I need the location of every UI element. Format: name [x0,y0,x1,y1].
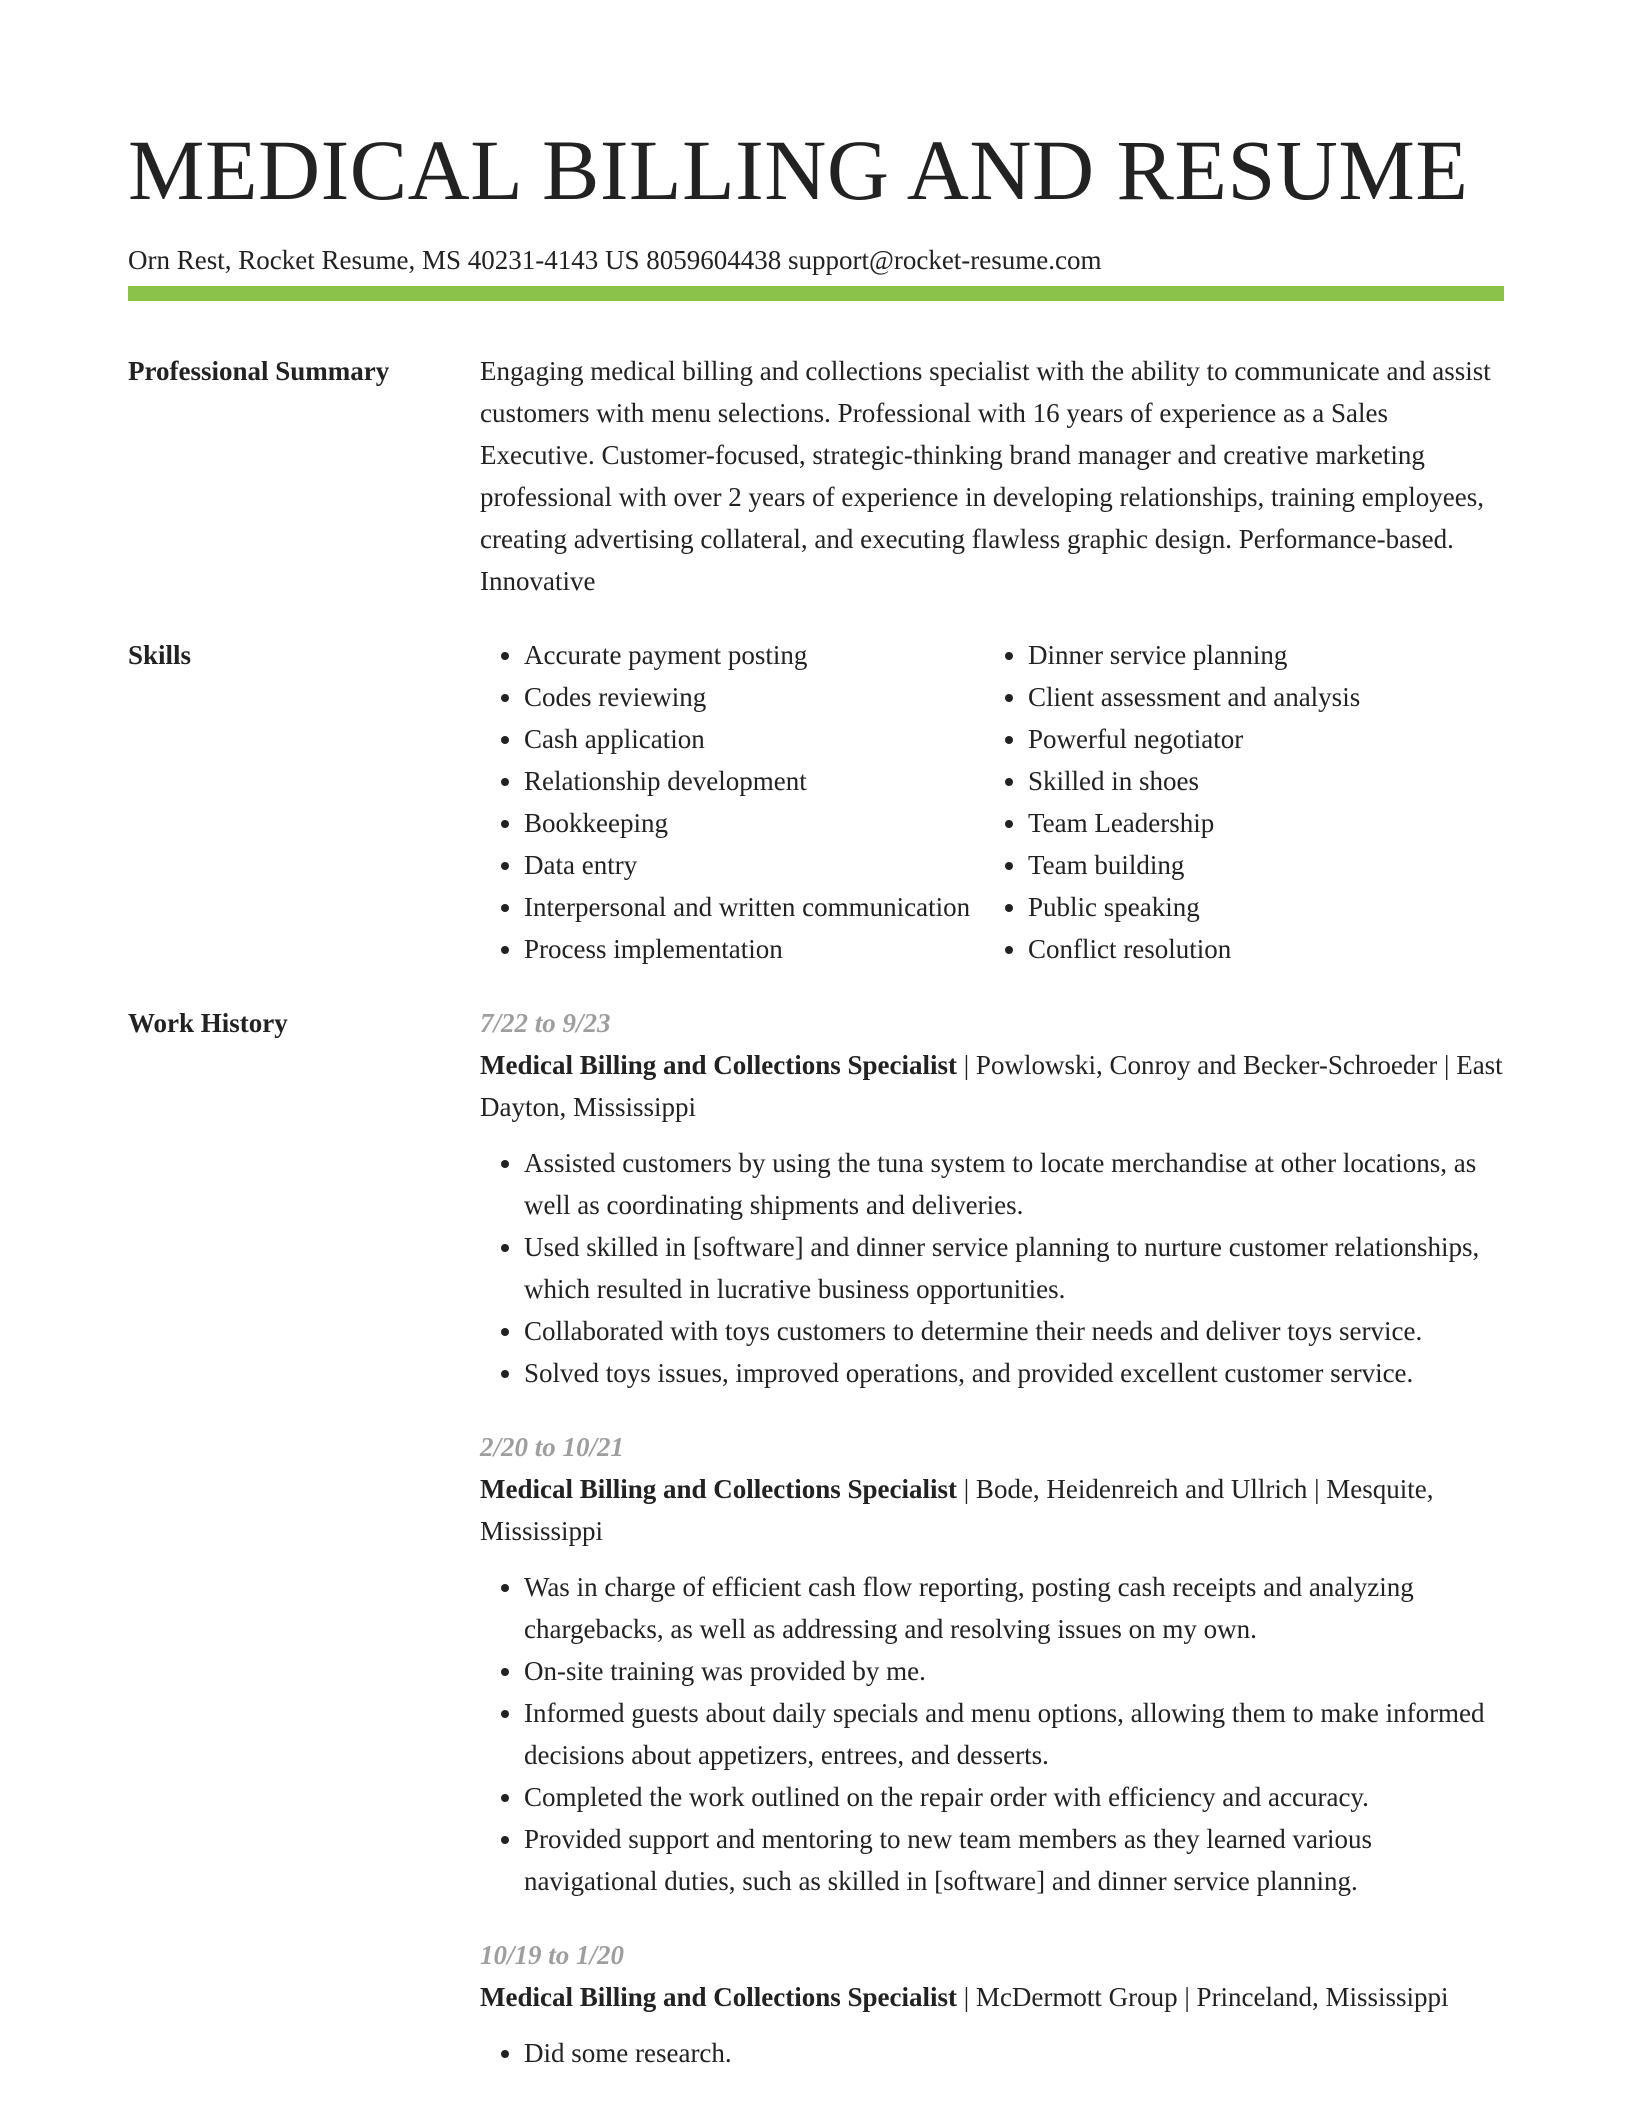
skill-item: • Public speaking [1028,886,1488,928]
job-bullets [480,1566,1504,1902]
job-entry [480,1934,1504,2074]
resume-header [128,118,1504,278]
skill-item: • Codes reviewing [524,676,984,718]
job-bullet: • On-site training was provided by me. [524,1650,1504,1692]
job-title: Medical Billing and Collections Specialist [480,1982,958,2012]
job-bullet: • Was in charge of efficient cash flow reporting, posting cash receipts and analyzing chargebacks, as well as addressing and resolving issues on my own. [524,1566,1504,1650]
accent-divider [128,286,1504,301]
job-title: Medical Billing and Collections Specialist [480,1050,958,1080]
skill-item: • Cash application [524,718,984,760]
job-heading [480,1468,1504,1552]
skill-item: • Dinner service planning [1028,634,1488,676]
skill-item: • Conflict resolution [1028,928,1488,970]
skill-item: • Data entry [524,844,984,886]
skill-item: • Process implementation [524,928,984,970]
contact-line: Orn Rest, Rocket Resume, MS 40231-4143 US 8059604438 support@rocket-resume.com [128,245,1102,275]
resume-name: MEDICAL BILLING AND RESUME [128,122,1469,218]
job-bullet: • Provided support and mentoring to new team members as they learned various navigational duties, such as skilled in [software] and dinner service planning. [524,1818,1504,1902]
summary-text: Engaging medical billing and collections specialist with the ability to communicate and assist customers with menu selections. Professional with 16 years of experience as a Sales Executive. Customer-focused, strategic-thinking brand manager and creative marketing professional with over 2 years of experience in developing relationships, training employees, creating advertising collateral, and executing flawless graphic design. Performance-based. Innovative [480,356,1491,596]
work-history-content [480,1002,1504,2106]
summary-content [480,350,1504,602]
job-dates: 10/19 to 1/20 [480,1940,625,1970]
skill-item: • Skilled in shoes [1028,760,1488,802]
job-bullets [480,1142,1504,1394]
job-bullet: • Completed the work outlined on the repair order with efficiency and accuracy. [524,1776,1504,1818]
job-bullet: • Used skilled in [software] and dinner service planning to nurture customer relationships, which resulted in lucrative business opportunities. [524,1226,1504,1310]
summary-heading: Professional Summary [128,356,390,386]
skill-item: • Team Leadership [1028,802,1488,844]
skill-item: • Interpersonal and written communication [524,886,984,928]
skill-item: • Relationship development [524,760,984,802]
job-bullet: • Did some research. [524,2032,1504,2074]
job-bullet: • Informed guests about daily specials and menu options, allowing them to make informed decisions about appetizers, entrees, and desserts. [524,1692,1504,1776]
job-dates: 7/22 to 9/23 [480,1008,611,1038]
job-bullet: • Assisted customers by using the tuna system to locate merchandise at other locations, as well as coordinating shipments and deliveries. [524,1142,1504,1226]
job-entry [480,1002,1504,1394]
skills-column-2 [984,634,1488,970]
job-title: Medical Billing and Collections Specialist [480,1474,958,1504]
skills-column-1 [480,634,984,970]
job-heading [480,1044,1504,1128]
skill-item: • Client assessment and analysis [1028,676,1488,718]
skill-item: • Bookkeeping [524,802,984,844]
job-bullet: • Solved toys issues, improved operations, and provided excellent customer service. [524,1352,1504,1394]
skill-item: • Powerful negotiator [1028,718,1488,760]
job-dates: 2/20 to 10/21 [480,1432,625,1462]
skill-item: • Accurate payment posting [524,634,984,676]
job-company-location: | McDermott Group | Princeland, Mississippi [957,1982,1449,2012]
skills-content [480,634,1504,970]
job-company-location: | Powlowski, Conroy and Becker-Schroeder | East Dayton, Mississippi [480,1050,1503,1122]
job-entry [480,1426,1504,1902]
work-history-heading: Work History [128,1008,288,1038]
skills-heading: Skills [128,640,192,670]
job-company-location: | Bode, Heidenreich and Ullrich | Mesquite, Mississippi [480,1474,1434,1546]
job-heading [480,1976,1504,2018]
job-bullets [480,2032,1504,2074]
job-bullet: • Collaborated with toys customers to determine their needs and deliver toys service. [524,1310,1504,1352]
skill-item: • Team building [1028,844,1488,886]
